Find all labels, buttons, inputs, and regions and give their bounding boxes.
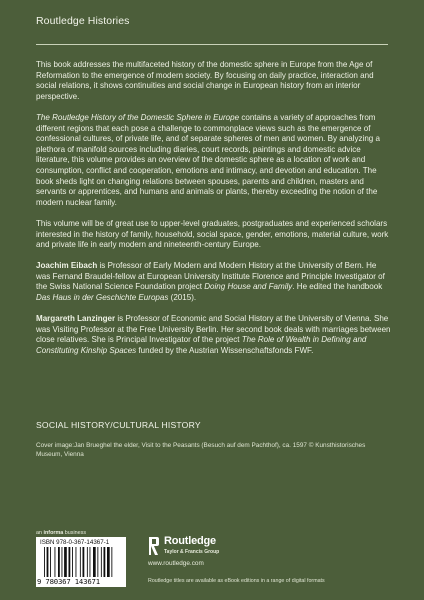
- publisher-name: Routledge: [164, 535, 216, 547]
- informa-suffix: business: [63, 530, 87, 536]
- series-title: Routledge Histories: [36, 15, 130, 27]
- barcode-icon: [44, 547, 118, 577]
- barcode-digits: 9 780367 143671: [37, 577, 100, 586]
- editor-bio-text: . He edited the handbook: [292, 282, 383, 292]
- editor-project: The Role of Wealth in Defining and Constituting Kinship Spaces: [36, 335, 367, 356]
- description-paragraph-2: [36, 113, 392, 208]
- editor-project: Doing House and Family: [204, 282, 293, 292]
- book-title: The Routledge History of the Domestic Sphere in Europe: [36, 112, 240, 122]
- back-cover-text: [36, 60, 392, 367]
- routledge-logo-icon: [148, 536, 160, 556]
- publisher-url[interactable]: www.routledge.com: [148, 560, 204, 567]
- informa-prefix: an: [36, 530, 44, 536]
- publisher-group: Taylor & Francis Group: [164, 549, 220, 555]
- editor-bio-text: funded by the Austrian Wissenschaftsfonds FWF.: [136, 346, 314, 356]
- editor-bio-text: is Professor of Economic and Social History at the University of Vienna. She was Visiting Professor at the Free University Berlin. Her second book deals with marriages between close relatives. She is Principal Investigator of the project: [36, 314, 391, 345]
- editor-bio-1: [36, 261, 392, 303]
- description-paragraph-3: This volume will be of great use to upper-level graduates, postgraduates and experienced scholars interested in the history of family, household, social space, gender, emotions, material culture, work and private life in early modern and nineteenth-century Europe.: [36, 218, 389, 250]
- editor-name: Joachim Eibach: [36, 261, 98, 271]
- header-divider: [36, 44, 388, 45]
- series-header: [0, 0, 424, 44]
- editor-bio-2: [36, 314, 392, 356]
- editor-name: Margareth Lanzinger: [36, 314, 116, 324]
- informa-tagline: [36, 530, 86, 536]
- isbn-barcode: [36, 537, 126, 587]
- editor-bio-text: is Professor of Early Modern and Modern History at the University of Bern. He was Fernand Braudel-fellow at European University Institute Florence and Principle Investigator of the Swiss National Science Foundation project: [36, 261, 385, 292]
- description-paragraph-1: This book addresses the multifaceted history of the domestic sphere in Europe from the Age of Reformation to the emergence of modern society. By focusing on daily practice, interaction and social relations, it shows continuities and social change in European history from an interior perspective.: [36, 60, 374, 101]
- editor-book: Das Haus in der Geschichte Europas: [36, 293, 169, 303]
- isbn-number: ISBN 978-0-367-14367-1: [40, 539, 110, 546]
- description-paragraph-2-rest: contains a variety of approaches from different regions that each pose a challenge to commonplace views such as the emergence of confessional cultures, of private life, and of separate spheres of men and women. By analyzing a plethora of manifold sources including diaries, court records, paintings and domestic advice literature, this volume provides an overview of the domestic sphere as a location of work and consumption, conflict and cooperation, emotions and intimacy, and devotion and education. The book sheds light on changing relations between spouses, parents and children, masters and servants or apprentices, and humans and animals or plants, thereby exceeding the notion of the modern nuclear family.: [36, 112, 380, 207]
- subject-category: SOCIAL HISTORY/CULTURAL HISTORY: [36, 420, 201, 430]
- informa-brand: informa: [43, 530, 64, 536]
- cover-image-credit: Cover image:Jan Brueghel the elder, Visit to the Peasants (Besuch auf dem Pachthof), ca. 1597 © Kunsthistorisches Museum, Vienna: [36, 442, 366, 458]
- editor-bio-text: (2015).: [168, 293, 197, 303]
- ebook-note: Routledge titles are available as eBook editions in a range of digital formats: [148, 578, 325, 584]
